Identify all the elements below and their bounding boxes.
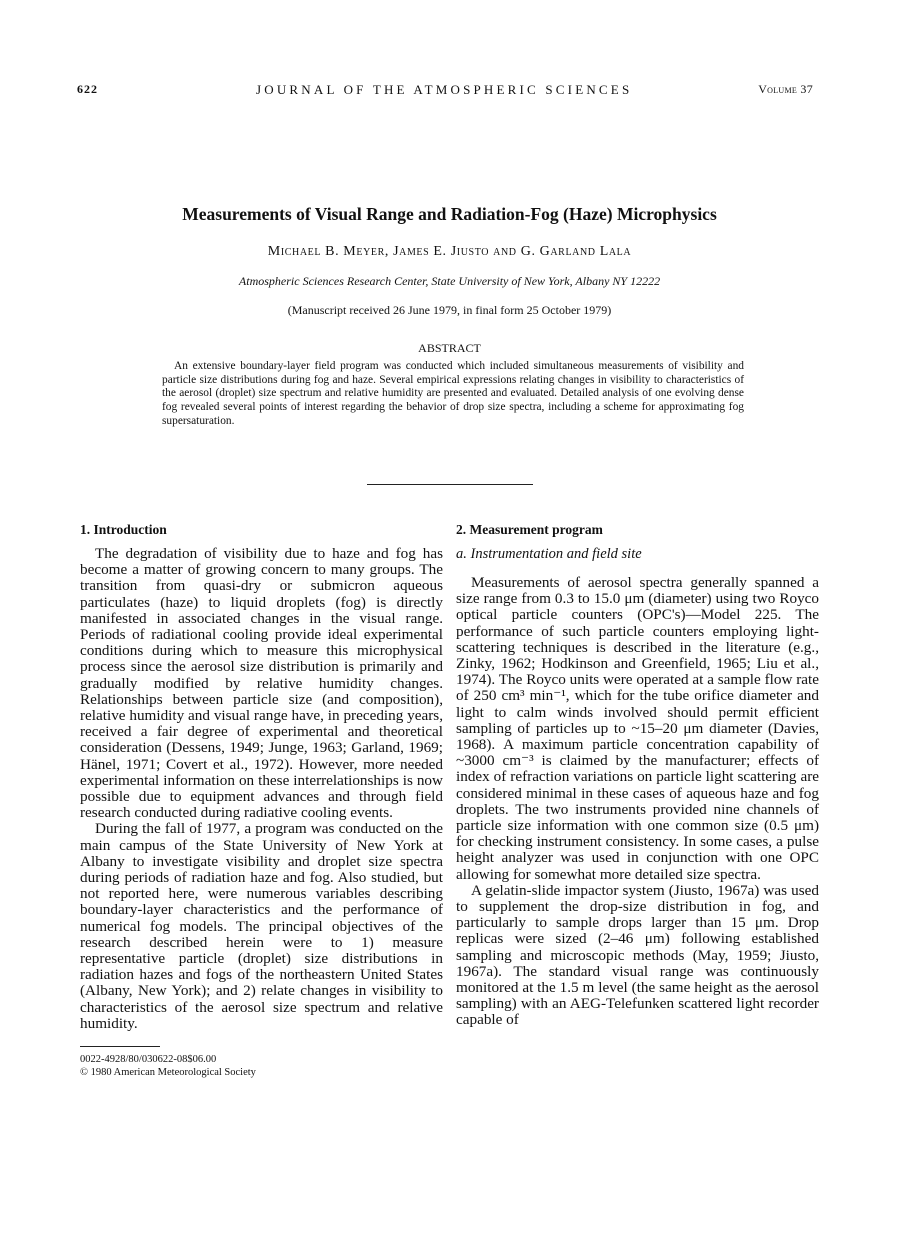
- journal-name: JOURNAL OF THE ATMOSPHERIC SCIENCES: [256, 82, 633, 97]
- article-title: Measurements of Visual Range and Radiation-Fog (Haze) Microphysics: [182, 204, 717, 224]
- page-number: 622: [77, 82, 98, 96]
- abstract-heading: ABSTRACT: [418, 341, 481, 355]
- measurement-paragraph-1: Measurements of aerosol spectra generally spanned a size range from 0.3 to 15.0 μm (diameter) using two Royco optical particle counters (OPC's)—Model 225. The performance of such particle counters employing light-scattering techniques is described in the literature (e.g., Zinky, 1962; Hodkinson and Greenfield, 1965; Liu et al., 1974). The Royco units were operated at a sample flow rate of 250 cm³ min⁻¹, which for the tube orifice diameter and light to calm winds involved should permit efficient sampling of particles up to ~15–20 μm diameter (Davies, 1968). A maximum particle concentration capability of ~3000 cm⁻³ is claimed by the manufacturer; effects of index of refraction variations on particle light scattering are considered minimal in these cases of aqueous haze and fog droplets. The two instruments provided nine channels of particle size information with one common size (0.5 μm) for checking instrument consistency. In some cases, a pulse height analyzer was used in conjunction with one OPC allowing for somewhat more detailed size spectra.: [456, 574, 819, 883]
- section-heading-measurement-program: 2. Measurement program: [456, 522, 603, 537]
- footnote-code: 0022-4928/80/030622-08$06.00: [80, 1054, 217, 1066]
- footnote-rule: [80, 1046, 160, 1047]
- article-authors: Michael B. Meyer, James E. Jiusto and G. Garland Lala: [267, 244, 632, 259]
- footnote-copyright: © 1980 American Meteorological Society: [80, 1067, 256, 1079]
- right-column: [456, 522, 819, 1029]
- section-heading-introduction: 1. Introduction: [80, 522, 167, 537]
- measurement-paragraph-2: A gelatin-slide impactor system (Jiusto, 1967a) was used to supplement the drop-size distribution in fog, and particularly to sample drops larger than 15 μm. Drop replicas were sized (2–46 μm) following established sampling and microscopic methods (May, 1959; Jiusto, 1967a). The standard visual range was continuously monitored at the 1.5 m level (the same height as the aerosol sampling) with an AEG-Telefunken scattered light recorder capable of: [456, 881, 819, 1029]
- subsection-heading-instrumentation: a. Instrumentation and field site: [456, 546, 642, 562]
- intro-paragraph-1: The degradation of visibility due to haze and fog has become a matter of growing concern to many groups. The transition from quasi-dry or submicron aqueous particulates (haze) to liquid droplets (fog) is directly manifested in associated changes in the visual range. Periods of radiational cooling provide ideal experimental conditions during which to measure this microphysical process since the aerosol size distribution is primarily and gradually modified by relative humidity changes. Relationships between particle size (and composition), relative humidity and visual range have, in preceding years, received a fair degree of experimental and theoretical consideration (Dessens, 1949; Junge, 1963; Garland, 1969; Hänel, 1971; Covert et al., 1972). However, more needed experimental information on these interrelationships is now possible due to equipment advances and through field research conducted during radiative cooling events.: [80, 545, 443, 822]
- abstract-text: An extensive boundary-layer field program was conducted which included simultaneous measurements of visibility and particle size distributions during fog and haze. Several empirical expressions relating changes in visibility to characteristics of the aerosol (droplet) size spectrum and relative humidity are presented and evaluated. Detailed analysis of one evolving dense fog revealed several points of interest regarding the behavior of drop size spectra, including a scheme for approximating fog supersaturation.: [162, 360, 744, 427]
- manuscript-dates: (Manuscript received 26 June 1979, in final form 25 October 1979): [287, 303, 612, 317]
- left-column: [80, 522, 443, 1079]
- running-head: [0, 82, 899, 102]
- intro-paragraph-2: During the fall of 1977, a program was conducted on the main campus of the State University of New York at Albany to investigate visibility and droplet size spectra during periods of radiation haze and fog. Also studied, but not reported here, were numerous variables describing boundary-layer characteristics and the performance of numerical fog models. The principal objectives of the research described herein were to 1) measure representative particle (droplet) size distributions in radiation hazes and fogs of the northeastern United States (Albany, New York); and 2) relate changes in visibility to characteristics of the aerosol size spectrum and relative humidity.: [80, 820, 443, 1032]
- author-affiliation: Atmospheric Sciences Research Center, State University of New York, Albany NY 12222: [238, 274, 661, 288]
- section-divider: [367, 484, 533, 485]
- volume-label: Volume 37: [758, 82, 813, 96]
